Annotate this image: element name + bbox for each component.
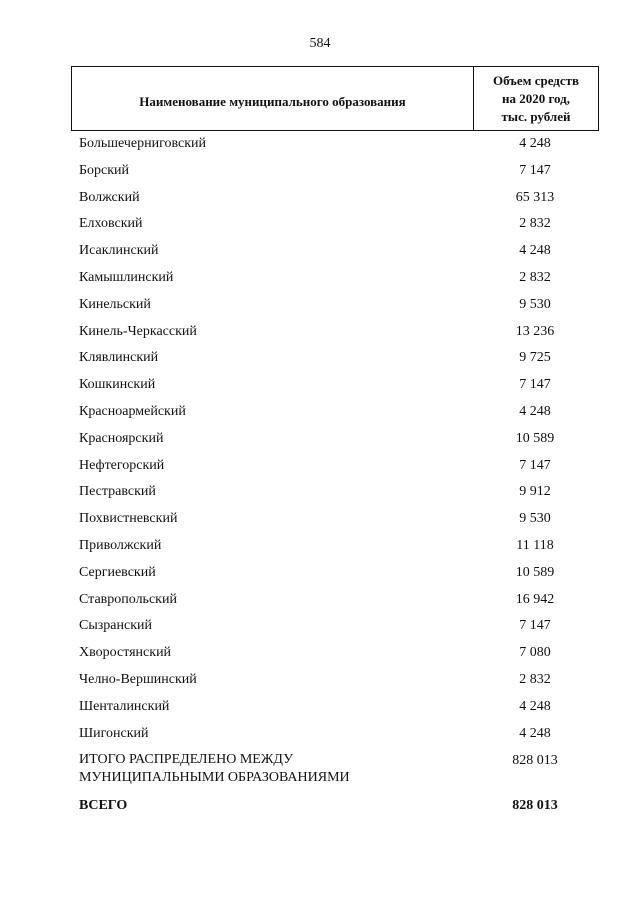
municipality-name: Камышлинский bbox=[79, 269, 174, 285]
municipality-name: Сергиевский bbox=[79, 564, 156, 580]
table-row bbox=[0, 238, 640, 265]
amount-value: 4 248 bbox=[519, 243, 551, 259]
table-row bbox=[0, 506, 640, 533]
municipality-name: Сызранский bbox=[79, 618, 152, 634]
table-row bbox=[0, 694, 640, 721]
total-distributed-row bbox=[0, 751, 640, 791]
amount-value: 11 118 bbox=[516, 537, 554, 553]
amount-value: 2 832 bbox=[519, 216, 551, 232]
page-number: 584 bbox=[309, 36, 331, 51]
table-row bbox=[0, 667, 640, 694]
amount-value: 4 248 bbox=[519, 403, 551, 419]
amount-value: 65 313 bbox=[515, 189, 555, 205]
total-distributed-label-line: ИТОГО РАСПРЕДЕЛЕНО МЕЖДУ bbox=[79, 752, 293, 767]
municipality-name: Челно-Вершинский bbox=[79, 671, 197, 687]
amount-value: 13 236 bbox=[515, 323, 555, 339]
amount-value: 7 147 bbox=[519, 618, 551, 634]
table-row bbox=[0, 479, 640, 506]
municipality-name: Кинель-Черкасский bbox=[79, 323, 197, 339]
total-distributed-label bbox=[79, 751, 409, 787]
amount-value: 2 832 bbox=[519, 671, 551, 687]
table-row bbox=[0, 560, 640, 587]
table-row bbox=[0, 613, 640, 640]
municipality-name: Нефтегорский bbox=[79, 457, 165, 473]
amount-value: 7 147 bbox=[519, 162, 551, 178]
table-row bbox=[0, 533, 640, 560]
municipality-name: Шигонский bbox=[79, 725, 149, 741]
municipality-name: Борский bbox=[79, 162, 130, 178]
table-row bbox=[0, 131, 640, 158]
table-row bbox=[0, 211, 640, 238]
amount-value: 10 589 bbox=[515, 564, 555, 580]
amount-value: 7 147 bbox=[519, 377, 551, 393]
municipality-name: Исаклинский bbox=[79, 243, 159, 259]
municipality-name: Кошкинский bbox=[79, 377, 156, 393]
amount-value: 9 530 bbox=[519, 511, 551, 527]
header-amount-line: Объем средств bbox=[492, 72, 580, 88]
amount-value: 9 912 bbox=[519, 484, 551, 500]
header-name-column: Наименование муниципального образования bbox=[72, 67, 474, 130]
table-row bbox=[0, 453, 640, 480]
amount-value: 4 248 bbox=[519, 136, 551, 151]
table-row bbox=[0, 319, 640, 346]
header-amount-line: тыс. рублей bbox=[501, 108, 571, 124]
total-distributed-value: 828 013 bbox=[512, 753, 558, 768]
amount-value: 16 942 bbox=[515, 591, 555, 607]
amount-value: 4 248 bbox=[519, 725, 551, 741]
municipality-name: Елховский bbox=[79, 216, 143, 232]
municipality-name: Шенталинский bbox=[79, 698, 170, 714]
table-row bbox=[0, 265, 640, 292]
grand-total-label: ВСЕГО bbox=[79, 798, 128, 813]
amount-value: 7 147 bbox=[519, 457, 551, 473]
municipality-name: Красноармейский bbox=[79, 403, 186, 419]
table-row bbox=[0, 640, 640, 667]
municipality-name: Хворостянский bbox=[79, 645, 172, 661]
municipality-name: Волжский bbox=[79, 189, 140, 205]
amount-value: 10 589 bbox=[515, 430, 555, 446]
amount-value: 9 530 bbox=[519, 296, 551, 312]
table-row bbox=[0, 372, 640, 399]
municipality-name: Пестравский bbox=[79, 484, 156, 500]
table-row bbox=[0, 158, 640, 185]
amount-value: 2 832 bbox=[519, 269, 551, 285]
municipality-name: Ставропольский bbox=[79, 591, 177, 607]
amount-value: 7 080 bbox=[519, 645, 551, 661]
table-header bbox=[71, 66, 599, 131]
header-amount-line: на 2020 год, bbox=[501, 90, 571, 106]
table-row bbox=[0, 292, 640, 319]
grand-total-value: 828 013 bbox=[512, 798, 558, 813]
table-row bbox=[0, 345, 640, 372]
municipality-name: Приволжский bbox=[79, 537, 162, 553]
table-row bbox=[0, 426, 640, 453]
header-amount-column bbox=[474, 67, 598, 130]
table-row bbox=[0, 185, 640, 212]
table-row bbox=[0, 399, 640, 426]
table-body bbox=[0, 131, 640, 747]
municipality-name: Кинельский bbox=[79, 296, 151, 312]
amount-value: 4 248 bbox=[519, 698, 551, 714]
municipality-name: Клявлинский bbox=[79, 350, 159, 366]
municipality-name: Большечерниговский bbox=[79, 136, 207, 151]
municipality-name: Красноярский bbox=[79, 430, 164, 446]
municipality-name: Похвистневский bbox=[79, 511, 178, 527]
table-row bbox=[0, 721, 640, 748]
total-distributed-label-line: МУНИЦИПАЛЬНЫМИ ОБРАЗОВАНИЯМИ bbox=[79, 770, 350, 785]
amount-value: 9 725 bbox=[519, 350, 551, 366]
table-row bbox=[0, 587, 640, 614]
